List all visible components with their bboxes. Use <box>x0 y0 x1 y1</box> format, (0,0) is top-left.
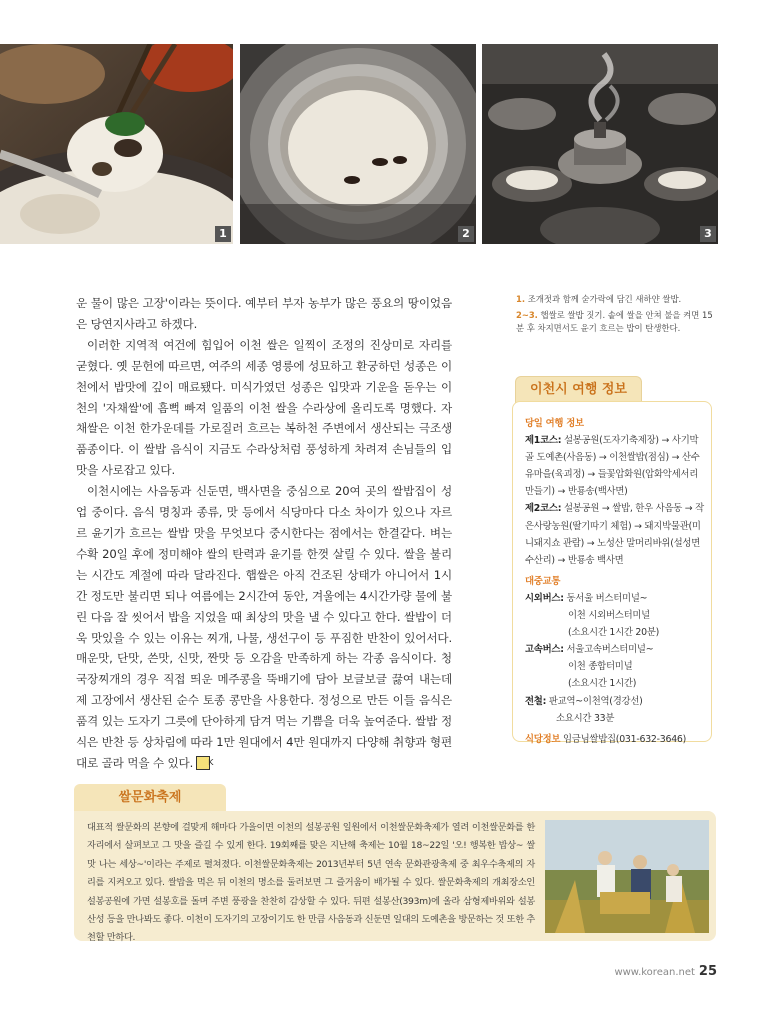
subway-line: 소요시간 33분 <box>556 712 615 724</box>
photo-captions <box>516 293 718 338</box>
caption-text: 햅쌀로 쌀밥 짓기. 솥에 쌀을 안쳐 불을 켜면 15분 후 차지면서도 윤기 흐르는 밥이 탄생한다. <box>516 310 713 333</box>
subway-line: 판교역~이천역(경강선) <box>548 695 643 707</box>
page-number: 25 <box>698 964 717 979</box>
festival-box <box>74 811 716 944</box>
photo-rice-pot <box>240 44 476 244</box>
article-paragraph <box>76 481 452 774</box>
intercity-bus <box>525 590 706 607</box>
steaming-rice-pots-photo <box>482 44 718 244</box>
caption-item <box>516 293 718 306</box>
course-2 <box>525 500 706 568</box>
photo-rice-spoon <box>0 44 233 244</box>
subway-label: 전철: <box>525 695 547 707</box>
footer-url: www.korean.net <box>614 967 695 978</box>
course-2-label: 제2코스: <box>525 503 562 515</box>
course-1-label: 제1코스: <box>525 435 562 447</box>
day-trip-heading: 당일 여행 정보 <box>525 418 584 429</box>
caption-text: 조개젓과 함께 숟가락에 담긴 새하얀 쌀밥. <box>527 294 682 304</box>
harvest-festival-photo <box>545 820 709 933</box>
travel-info-box <box>512 401 712 745</box>
intercity-bus-line: 동서울 버스터미널~ <box>566 592 648 604</box>
festival-photo <box>545 820 709 933</box>
festival-title: 쌀문화축제 <box>74 784 226 812</box>
express-bus-line: 서울고속버스터미널~ <box>566 644 654 656</box>
course-2-text: 설봉공원 → 쌀밥, 한우 사음동 → 작은사랑농원(딸기따기 체험) → 돼지박물관(미니돼지쇼 관람) → 노성산 말머리바위(설성면 수산리) → 반룡송 백사면 <box>525 503 704 566</box>
festival-text: 대표적 쌀문화의 본향에 걸맞게 해마다 가을이면 이천의 설봉공원 일원에서 이천쌀문화축제가 열려 이천쌀문화를 한자리에서 살펴보고 그 맛을 즐길 수 있게 한다. 19회째를 맞은 지난해 축제는 10월 18~22일 '오! 행복한 밥상~ 쌀 맛 나는 세상~'이라는 주제로 펼쳐졌다. 이천쌀문화축제는 2013년부터 5년 연속 문화관광축제 중 최우수축제의 자리를 지켜오고 있다. 쌀밥을 먹은 뒤 이천의 명소를 둘러보면 그 즐거움이 배가될 수 있다. 쌀문화축제의 개최장소인 설봉공원에 가면 설봉호를 돌며 주변 풍광을 찬찬히 감상할 수 있다. 뒤편 설봉산(393m)에 올라 삼형제바위와 설봉산성 등을 만나봐도 좋다. 이천이 도자기의 고장이기도 한 만큼 사음동과 신둔면 일대의 도예촌을 방문하는 것 또한 추천할 만하다. <box>87 822 535 944</box>
course-1 <box>525 432 706 500</box>
express-bus-line: (소요시간 1시간) <box>568 678 637 690</box>
restaurant-info <box>525 731 706 748</box>
restaurant-label: 식당정보 <box>525 733 561 745</box>
caption-item <box>516 309 718 335</box>
end-mark-icon: K <box>196 756 210 770</box>
intercity-bus-line: 이천 시외버스터미널 <box>568 610 650 622</box>
photo-rice-pots-steaming <box>482 44 718 244</box>
caption-label: 2~3. <box>516 310 538 320</box>
page-footer <box>614 964 717 979</box>
restaurant-text: 임금님쌀밥집(031-632-3646) <box>562 733 687 745</box>
photo-number: 3 <box>700 226 716 242</box>
rice-with-crab-photo <box>0 44 233 244</box>
subway <box>525 693 706 710</box>
article-paragraph: 이러한 지역적 여건에 힘입어 이천 쌀은 일찍이 조정의 진상미로 자리를 굳혔다. 옛 문헌에 따르면, 여주의 세종 영릉에 성묘하고 환궁하던 성종은 이천에서 밥맛에 깊이 매료됐다. 미식가였던 성종은 입맛과 기운을 돋우는 이천의 '자채쌀'에 흠뻑 빠져 일품의 이천 쌀을 수라상에 올리도록 명했다. 자채쌀은 이천 한가운데를 가로질러 흐르는 복하천 주변에서 생산되는 극조생 품종이다. 이 쌀밥 음식이 지금도 수라상처럼 풍성하게 차려져 손님들의 입맛을 사로잡고 있다. <box>76 337 452 478</box>
caption-label: 1. <box>516 294 526 304</box>
photo-number: 2 <box>458 226 474 242</box>
travel-info-title: 이천시 여행 정보 <box>515 376 642 403</box>
transport-heading: 대중교통 <box>525 575 561 587</box>
express-bus <box>525 641 706 658</box>
article-paragraph-text: 이천시에는 사음동과 신둔면, 백사면을 중심으로 20여 곳의 쌀밥집이 성업 중이다. 음식 명칭과 종류, 맛 등에서 식당마다 다소 차이가 있으나 자르르 윤기가 흐르는 쌀밥 맛을 무엇보다 중시한다는 점에서는 한결같다. 벼는 수확 20일 후에 정미해야 쌀의 탄력과 윤기를 한껏 살릴 수 있다. 쌀을 불리는 시간도 계절에 따라 달라진다. 햅쌀은 아직 건조된 상태가 아니어서 1시간 정도만 불리면 되나 여름에는 2시간여 동안, 겨울에는 4시간가량 물에 불린 다음 잘 씻어서 밥을 지었을 때 최상의 맛을 낼 수 있다고 한다. 쌀밥이 더욱 맛있을 수 있는 이유는 찌개, 나물, 생선구이 등 푸짐한 반찬이 있어서다. 매운맛, 단맛, 쓴맛, 신맛, 짠맛 등 오감을 만족하게 하는 각종 음식이다. 청국장찌개의 경우 직접 띄운 메주콩을 뚝배기에 담아 보글보글 끓여 내는데 제 고장에서 생산된 순수 토종 콩만을 사용한다. 정성으로 만든 이들 음식은 품격 있는 도자기 그릇에 단아하게 담겨 먹는 기쁨을 더욱 높여준다. 쌀밥 정식은 반찬 등 상차림에 따라 1만 원대에서 4만 원대까지 다양해 취향과 형편대로 골라 먹을 수 있다. <box>76 484 452 770</box>
intercity-bus-line: (소요시간 1시간 20분) <box>568 627 660 639</box>
course-1-text: 설봉공원(도자기축제장) → 사기막골 도예촌(사음동) → 이천쌀밥(점심) → 산수유마을(육괴정) → 들꽃압화원(압화악세서리 만들기) → 반룡송(백사면) <box>525 435 700 498</box>
express-bus-line: 이천 종합터미널 <box>568 661 633 673</box>
article-body <box>76 293 452 774</box>
photo-number: 1 <box>215 226 231 242</box>
express-bus-label: 고속버스: <box>525 644 564 656</box>
intercity-bus-label: 시외버스: <box>525 592 564 604</box>
article-paragraph: 운 물이 많은 고장'이라는 뜻이다. 예부터 부자 농부가 많은 풍요의 땅이었음은 당연지사라고 하겠다. <box>76 296 452 331</box>
washed-rice-pot-photo <box>240 44 476 244</box>
